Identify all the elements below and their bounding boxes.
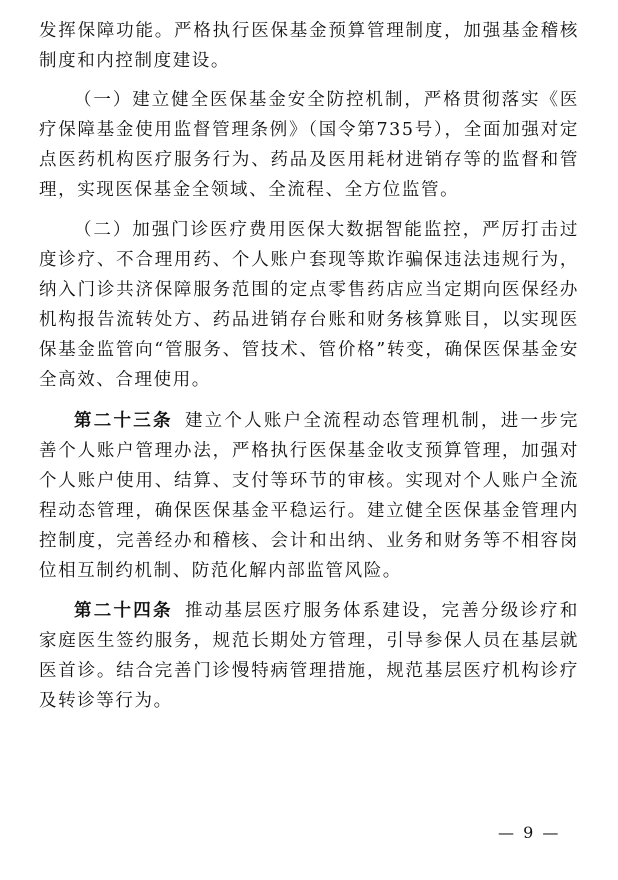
paragraph-item-1 <box>39 85 579 205</box>
paragraph-article-23 <box>39 406 579 586</box>
document-page <box>39 16 579 716</box>
paragraph-text: 推动基层医疗服务体系建设，完善分级诊疗和家庭医生签约服务，规范长期处方管理，引导参保人员在基层就医首诊。结合完善门诊慢特病管理措施，规范基层医疗机构诊疗及转诊等行为。 <box>39 601 580 711</box>
paragraph-text: 发挥保障功能。严格执行医保基金预算管理制度，加强基金稽核制度和内控制度建设。 <box>39 21 579 71</box>
paragraph-text: （二）加强门诊医疗费用医保大数据智能监控，严厉打击过度诊疗、不合理用药、个人账户套现等欺诈骗保违法违规行为，纳入门诊共济保障服务范围的定点零售药店应当定期向医保经办机构报告流转处方、药品进销存台账和财务核算账目，以实现医保基金监管向“管服务、管技术、管价格”转变，确保医保基金安全高效、合理使用。 <box>39 220 579 390</box>
paragraph-item-2 <box>39 215 579 395</box>
paragraph-text: （一）建立健全医保基金安全防控机制，严格贯彻落实《医疗保障基金使用监督管理条例》（国令第735号），全面加强对定点医药机构医疗服务行为、药品及医用耗材进销存等的监督和管理，实现医保基金全领域、全流程、全方位监管。 <box>39 90 579 200</box>
page-number: — 9 — <box>498 823 561 842</box>
article-heading: 第二十四条 <box>74 601 173 621</box>
article-heading: 第二十三条 <box>74 411 173 431</box>
paragraph-text: 建立个人账户全流程动态管理机制，进一步完善个人账户管理办法，严格执行医保基金收支预算管理，加强对个人账户使用、结算、支付等环节的审核。实现对个人账户全流程动态管理，确保医保基金平稳运行。建立健全医保基金管理内控制度，完善经办和稽核、会计和出纳、业务和财务等不相容岗位相互制约机制、防范化解内部监管风险。 <box>39 411 580 581</box>
paragraph-article-24 <box>39 596 579 716</box>
paragraph-continuation <box>39 16 579 76</box>
